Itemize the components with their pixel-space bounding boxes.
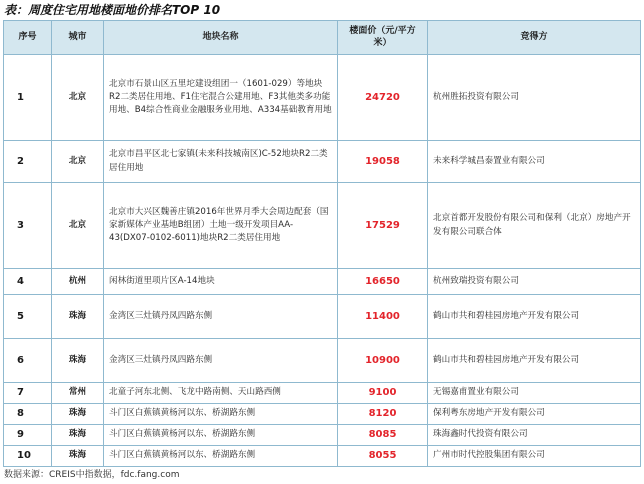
row-no: 10: [4, 446, 52, 467]
row-land: 斗门区白蕉镇黄杨河以东、桥湖路东侧: [104, 446, 338, 467]
row-no: 1: [4, 55, 52, 141]
row-city: 常州: [52, 383, 104, 404]
table-row: [4, 404, 641, 425]
row-land: 北童子河东北侧、飞龙中路南侧、天山路西侧: [104, 383, 338, 404]
row-no: 9: [4, 425, 52, 446]
ranking-table: [3, 20, 641, 467]
row-buyer: 北京首都开发股份有限公司和保利（北京）房地产开发有限公司联合体: [428, 183, 641, 269]
row-buyer: 杭州胜拓投资有限公司: [428, 55, 641, 141]
row-buyer: 广州市时代控股集团有限公司: [428, 446, 641, 467]
row-price: 16650: [338, 269, 428, 295]
data-source-note: 数据来源：CREIS中指数据，fdc.fang.com: [4, 470, 180, 480]
row-land: 北京市大兴区魏善庄镇2016年世界月季大会周边配套（国家新媒体产业基地B组团）土地一级开发项目AA-43(DX07-0102-6011)地块R2二类居住用地: [104, 183, 338, 269]
table-row: [4, 339, 641, 383]
row-price: 10900: [338, 339, 428, 383]
row-price: 8085: [338, 425, 428, 446]
row-land: 斗门区白蕉镇黄杨河以东、桥湖路东侧: [104, 404, 338, 425]
row-no: 2: [4, 141, 52, 183]
row-city: 珠海: [52, 404, 104, 425]
table-row: [4, 55, 641, 141]
row-no: 3: [4, 183, 52, 269]
table-row: [4, 446, 641, 467]
row-city: 珠海: [52, 446, 104, 467]
row-price: 17529: [338, 183, 428, 269]
table-row: [4, 383, 641, 404]
row-land: 斗门区白蕉镇黄杨河以东、桥湖路东侧: [104, 425, 338, 446]
table-row: [4, 295, 641, 339]
row-no: 4: [4, 269, 52, 295]
table-row: [4, 183, 641, 269]
table-row: [4, 425, 641, 446]
row-buyer: 鹤山市共和碧桂园房地产开发有限公司: [428, 295, 641, 339]
row-city: 珠海: [52, 425, 104, 446]
row-buyer: 无锡嘉甫置业有限公司: [428, 383, 641, 404]
row-buyer: 杭州致瑞投资有限公司: [428, 269, 641, 295]
row-price: 8055: [338, 446, 428, 467]
header-no: 序号: [4, 21, 52, 55]
row-land: 金湾区三灶镇丹凤四路东侧: [104, 339, 338, 383]
row-buyer: 未来科学城昌泰置业有限公司: [428, 141, 641, 183]
row-price: 9100: [338, 383, 428, 404]
row-buyer: 保利粤东房地产开发有限公司: [428, 404, 641, 425]
row-land: 北京市昌平区北七家镇(未来科技城南区)C-52地块R2二类居住用地: [104, 141, 338, 183]
header-buyer: 竞得方: [428, 21, 641, 55]
row-city: 杭州: [52, 269, 104, 295]
row-price: 19058: [338, 141, 428, 183]
row-no: 5: [4, 295, 52, 339]
row-price: 8120: [338, 404, 428, 425]
row-price: 11400: [338, 295, 428, 339]
header-land: 地块名称: [104, 21, 338, 55]
row-no: 6: [4, 339, 52, 383]
header-price: 楼面价（元/平方米）: [338, 21, 428, 55]
row-land: 北京市石景山区五里坨建设组团一（1601-029）等地块R2二类居住用地、F1住宅混合公建用地、F3其他类多功能用地、B4综合性商业金融服务业用地、A334基础教育用地: [104, 55, 338, 141]
row-buyer: 鹤山市共和碧桂园房地产开发有限公司: [428, 339, 641, 383]
table-row: [4, 269, 641, 295]
row-no: 7: [4, 383, 52, 404]
row-city: 珠海: [52, 339, 104, 383]
row-buyer: 珠海鑫时代投资有限公司: [428, 425, 641, 446]
row-city: 珠海: [52, 295, 104, 339]
row-city: 北京: [52, 55, 104, 141]
row-city: 北京: [52, 183, 104, 269]
row-city: 北京: [52, 141, 104, 183]
header-row: [4, 21, 641, 55]
table-row: [4, 141, 641, 183]
row-price: 24720: [338, 55, 428, 141]
row-land: 闲林街道里项片区A-14地块: [104, 269, 338, 295]
row-land: 金湾区三灶镇丹凤四路东侧: [104, 295, 338, 339]
header-city: 城市: [52, 21, 104, 55]
row-no: 8: [4, 404, 52, 425]
table-title: 表：周度住宅用地楼面地价排名TOP 10: [4, 3, 221, 17]
